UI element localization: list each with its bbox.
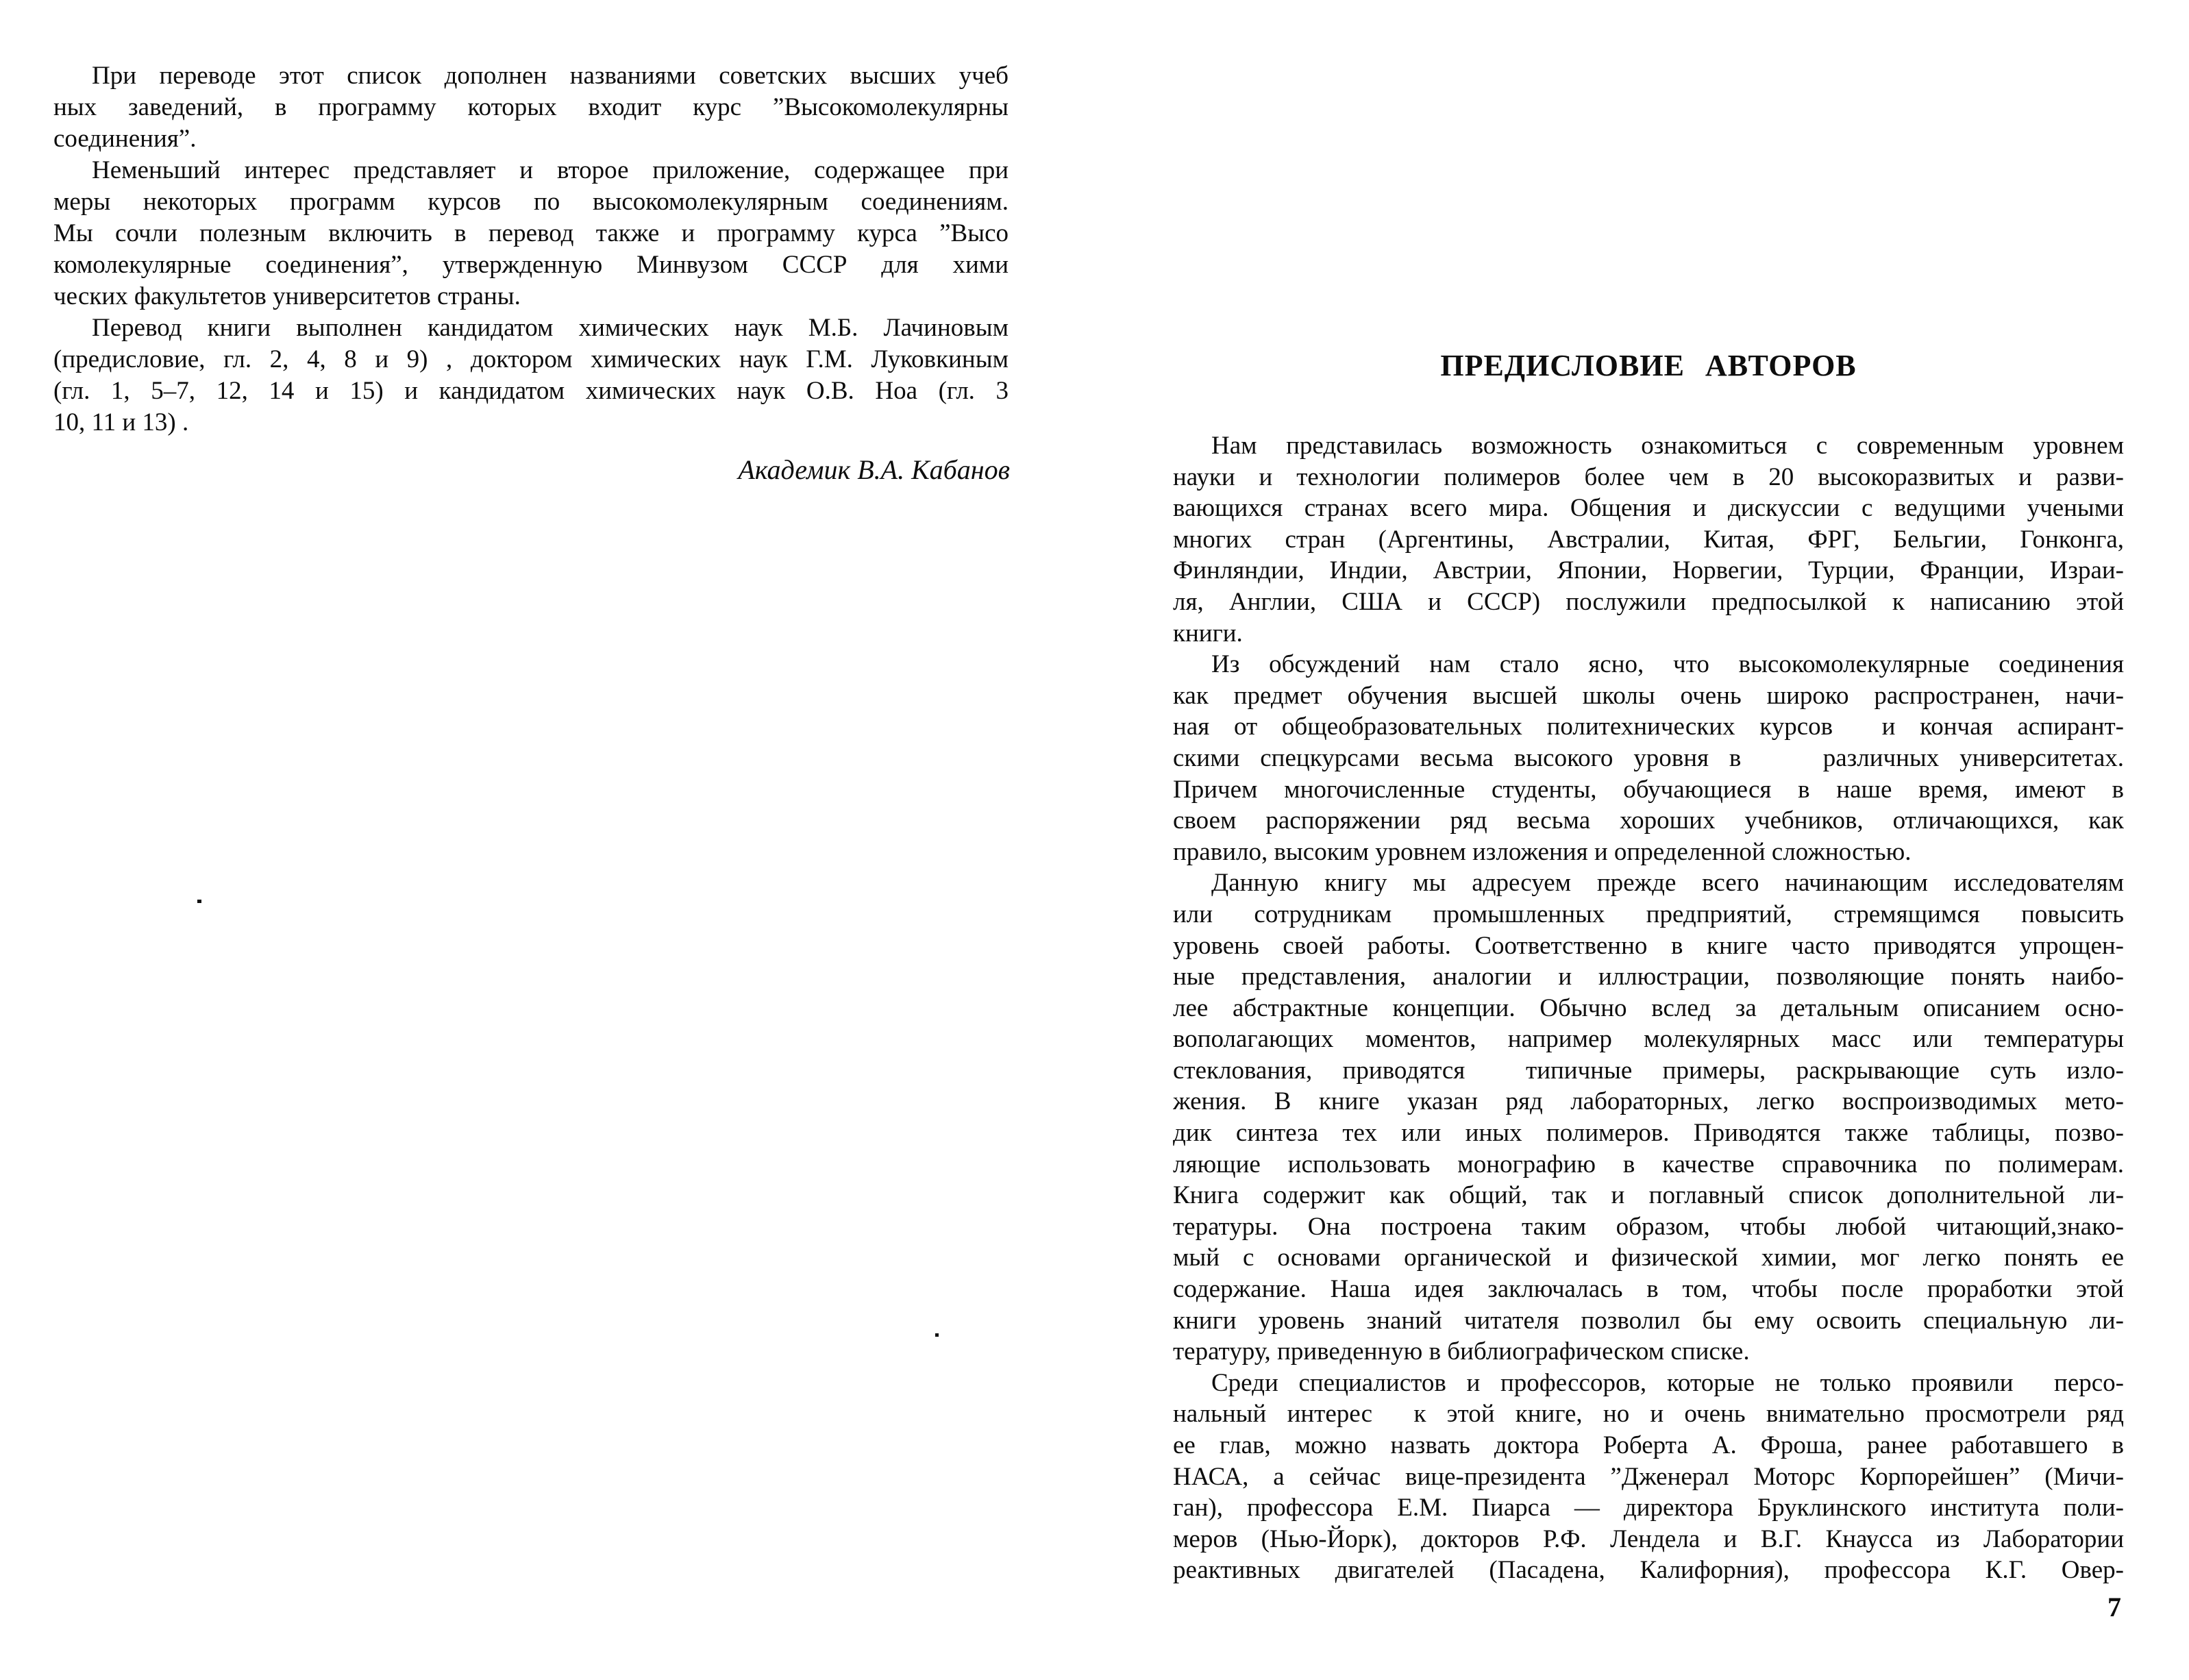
- text-line: ная от общеобразовательных политехнических курсов и кончая аспирант-: [1173, 713, 2124, 741]
- text-line: как предмет обучения высшей школы очень широко распространен, начи-: [1173, 681, 2124, 710]
- text-line: тературы. Она построена таким образом, чтобы любой читающий,знако-: [1173, 1212, 2124, 1241]
- text-line: При переводе этот список дополнен названиями советских высших учеб: [92, 62, 1009, 90]
- text-line: Мы сочли полезным включить в перевод также и программу курса ”Высо: [53, 219, 1009, 247]
- text-line: (предисловие, гл. 2, 4, 8 и 9) , доктором химических наук Г.М. Луковкиным: [53, 345, 1009, 373]
- text-line: содержание. Наша идея заключалась в том, чтобы после проработки этой: [1173, 1275, 2124, 1304]
- page-number: 7: [2107, 1592, 2121, 1622]
- text-line: меры некоторых программ курсов по высокомолекулярным соединениям.: [53, 188, 1009, 216]
- text-line: науки и технологии полимеров более чем в 20 высокоразвитых и разви-: [1173, 462, 2124, 491]
- scan-speck: [935, 1333, 939, 1337]
- text-line: Нам представилась возможность ознакомиться с современным уровнем: [1211, 432, 2124, 460]
- text-line: ные представления, аналогии и иллюстрации, позволяющие понять наибо-: [1173, 963, 2124, 991]
- text-line: соединения”.: [53, 125, 197, 153]
- text-line: скими спецкурсами весьма высокого уровня в различных университетах.: [1173, 743, 2124, 772]
- text-line: ляющие использовать монографию в качестве справочника по полимерам.: [1173, 1150, 2124, 1178]
- text-line: вающихся странах всего мира. Общения и дискуссии с ведущими учеными: [1173, 494, 2124, 523]
- text-line: (гл. 1, 5–7, 12, 14 и 15) и кандидатом химических наук О.В. Ноа (гл. 3: [53, 377, 1009, 405]
- text-line: жения. В книге указан ряд лабораторных, легко воспроизводимых мето-: [1173, 1087, 2124, 1116]
- translator-signature: Академик В.А. Кабанов: [738, 454, 1010, 485]
- preface-body-text: [1173, 430, 2124, 1586]
- text-line: своем распоряжении ряд весьма хороших учебников, отличающихся, как: [1173, 806, 2124, 835]
- text-line: НАСА, а сейчас вице-президента ”Дженерал Моторс Корпорейшен” (Мичи-: [1173, 1462, 2124, 1491]
- text-line: дик синтеза тех или иных полимеров. Приводятся также таблицы, позво-: [1173, 1119, 2124, 1148]
- text-line: 10, 11 и 13) .: [53, 408, 189, 436]
- text-line: книги уровень знаний читателя позволил бы ему освоить специальную ли-: [1173, 1306, 2124, 1335]
- text-line: стеклования, приводятся типичные примеры, раскрывающие суть изло-: [1173, 1056, 2124, 1085]
- text-line: вополагающих моментов, например молекулярных масс или температуры: [1173, 1025, 2124, 1054]
- left-page-text: [53, 60, 1009, 438]
- text-line: Неменьший интерес представляет и второе приложение, содержащее при: [92, 156, 1009, 184]
- text-line: Данную книгу мы адресуем прежде всего начинающим исследователям: [1211, 869, 2124, 898]
- preface-heading: ПРЕДИСЛОВИЕ АВТОРОВ: [1440, 349, 1857, 382]
- text-line: ных заведений, в программу которых входит курс ”Высокомолекулярны: [53, 93, 1009, 121]
- text-line: лее абстрактные концепции. Обычно вслед за детальным описанием осно-: [1173, 993, 2124, 1022]
- scan-speck: [197, 900, 201, 903]
- text-line: Книга содержит как общий, так и поглавный список дополнительной ли-: [1173, 1181, 2124, 1210]
- text-line: нальный интерес к этой книге, но и очень внимательно просмотрели ряд: [1173, 1400, 2124, 1429]
- text-line: книги.: [1173, 619, 1243, 647]
- text-line: комолекулярные соединения”, утвержденную Минвузом СССР для хими: [53, 251, 1009, 279]
- text-line: ческих факультетов университетов страны.: [53, 282, 521, 310]
- text-line: Финляндии, Индии, Австрии, Японии, Норвегии, Турции, Франции, Израи-: [1173, 556, 2124, 585]
- text-line: правило, высоким уровнем изложения и определенной сложностью.: [1173, 837, 1912, 866]
- text-line: Из обсуждений нам стало ясно, что высокомолекулярные соединения: [1211, 650, 2124, 679]
- text-line: ля, Англии, США и СССР) послужили предпосылкой к написанию этой: [1173, 587, 2124, 616]
- text-line: уровень своей работы. Соответственно в книге часто приводятся упрощен-: [1173, 931, 2124, 960]
- text-line: ган), профессора Е.М. Пиарса — директора Бруклинского института поли-: [1173, 1494, 2124, 1522]
- text-line: ее глав, можно назвать доктора Роберта А. Фроша, ранее работавшего в: [1173, 1431, 2124, 1459]
- text-line: тературу, приведенную в библиографическом списке.: [1173, 1337, 1750, 1366]
- text-line: меров (Нью-Йорк), докторов Р.Ф. Лендела и В.Г. Кнаусса из Лаборатории: [1173, 1524, 2124, 1553]
- text-line: Перевод книги выполнен кандидатом химических наук М.Б. Лачиновым: [92, 314, 1009, 342]
- text-line: мый с основами органической и физической химии, мог легко понять ее: [1173, 1244, 2124, 1272]
- text-line: Среди специалистов и профессоров, которые не только проявили персо-: [1211, 1368, 2124, 1397]
- text-line: или сотрудникам промышленных предприятий, стремящимся повысить: [1173, 900, 2124, 928]
- text-line: Причем многочисленные студенты, обучающиеся в наше время, имеют в: [1173, 775, 2124, 804]
- text-line: многих стран (Аргентины, Австралии, Китая, ФРГ, Бельгии, Гонконга,: [1173, 525, 2124, 554]
- text-line: реактивных двигателей (Пасадена, Калифорния), профессора К.Г. Овер-: [1173, 1556, 2124, 1585]
